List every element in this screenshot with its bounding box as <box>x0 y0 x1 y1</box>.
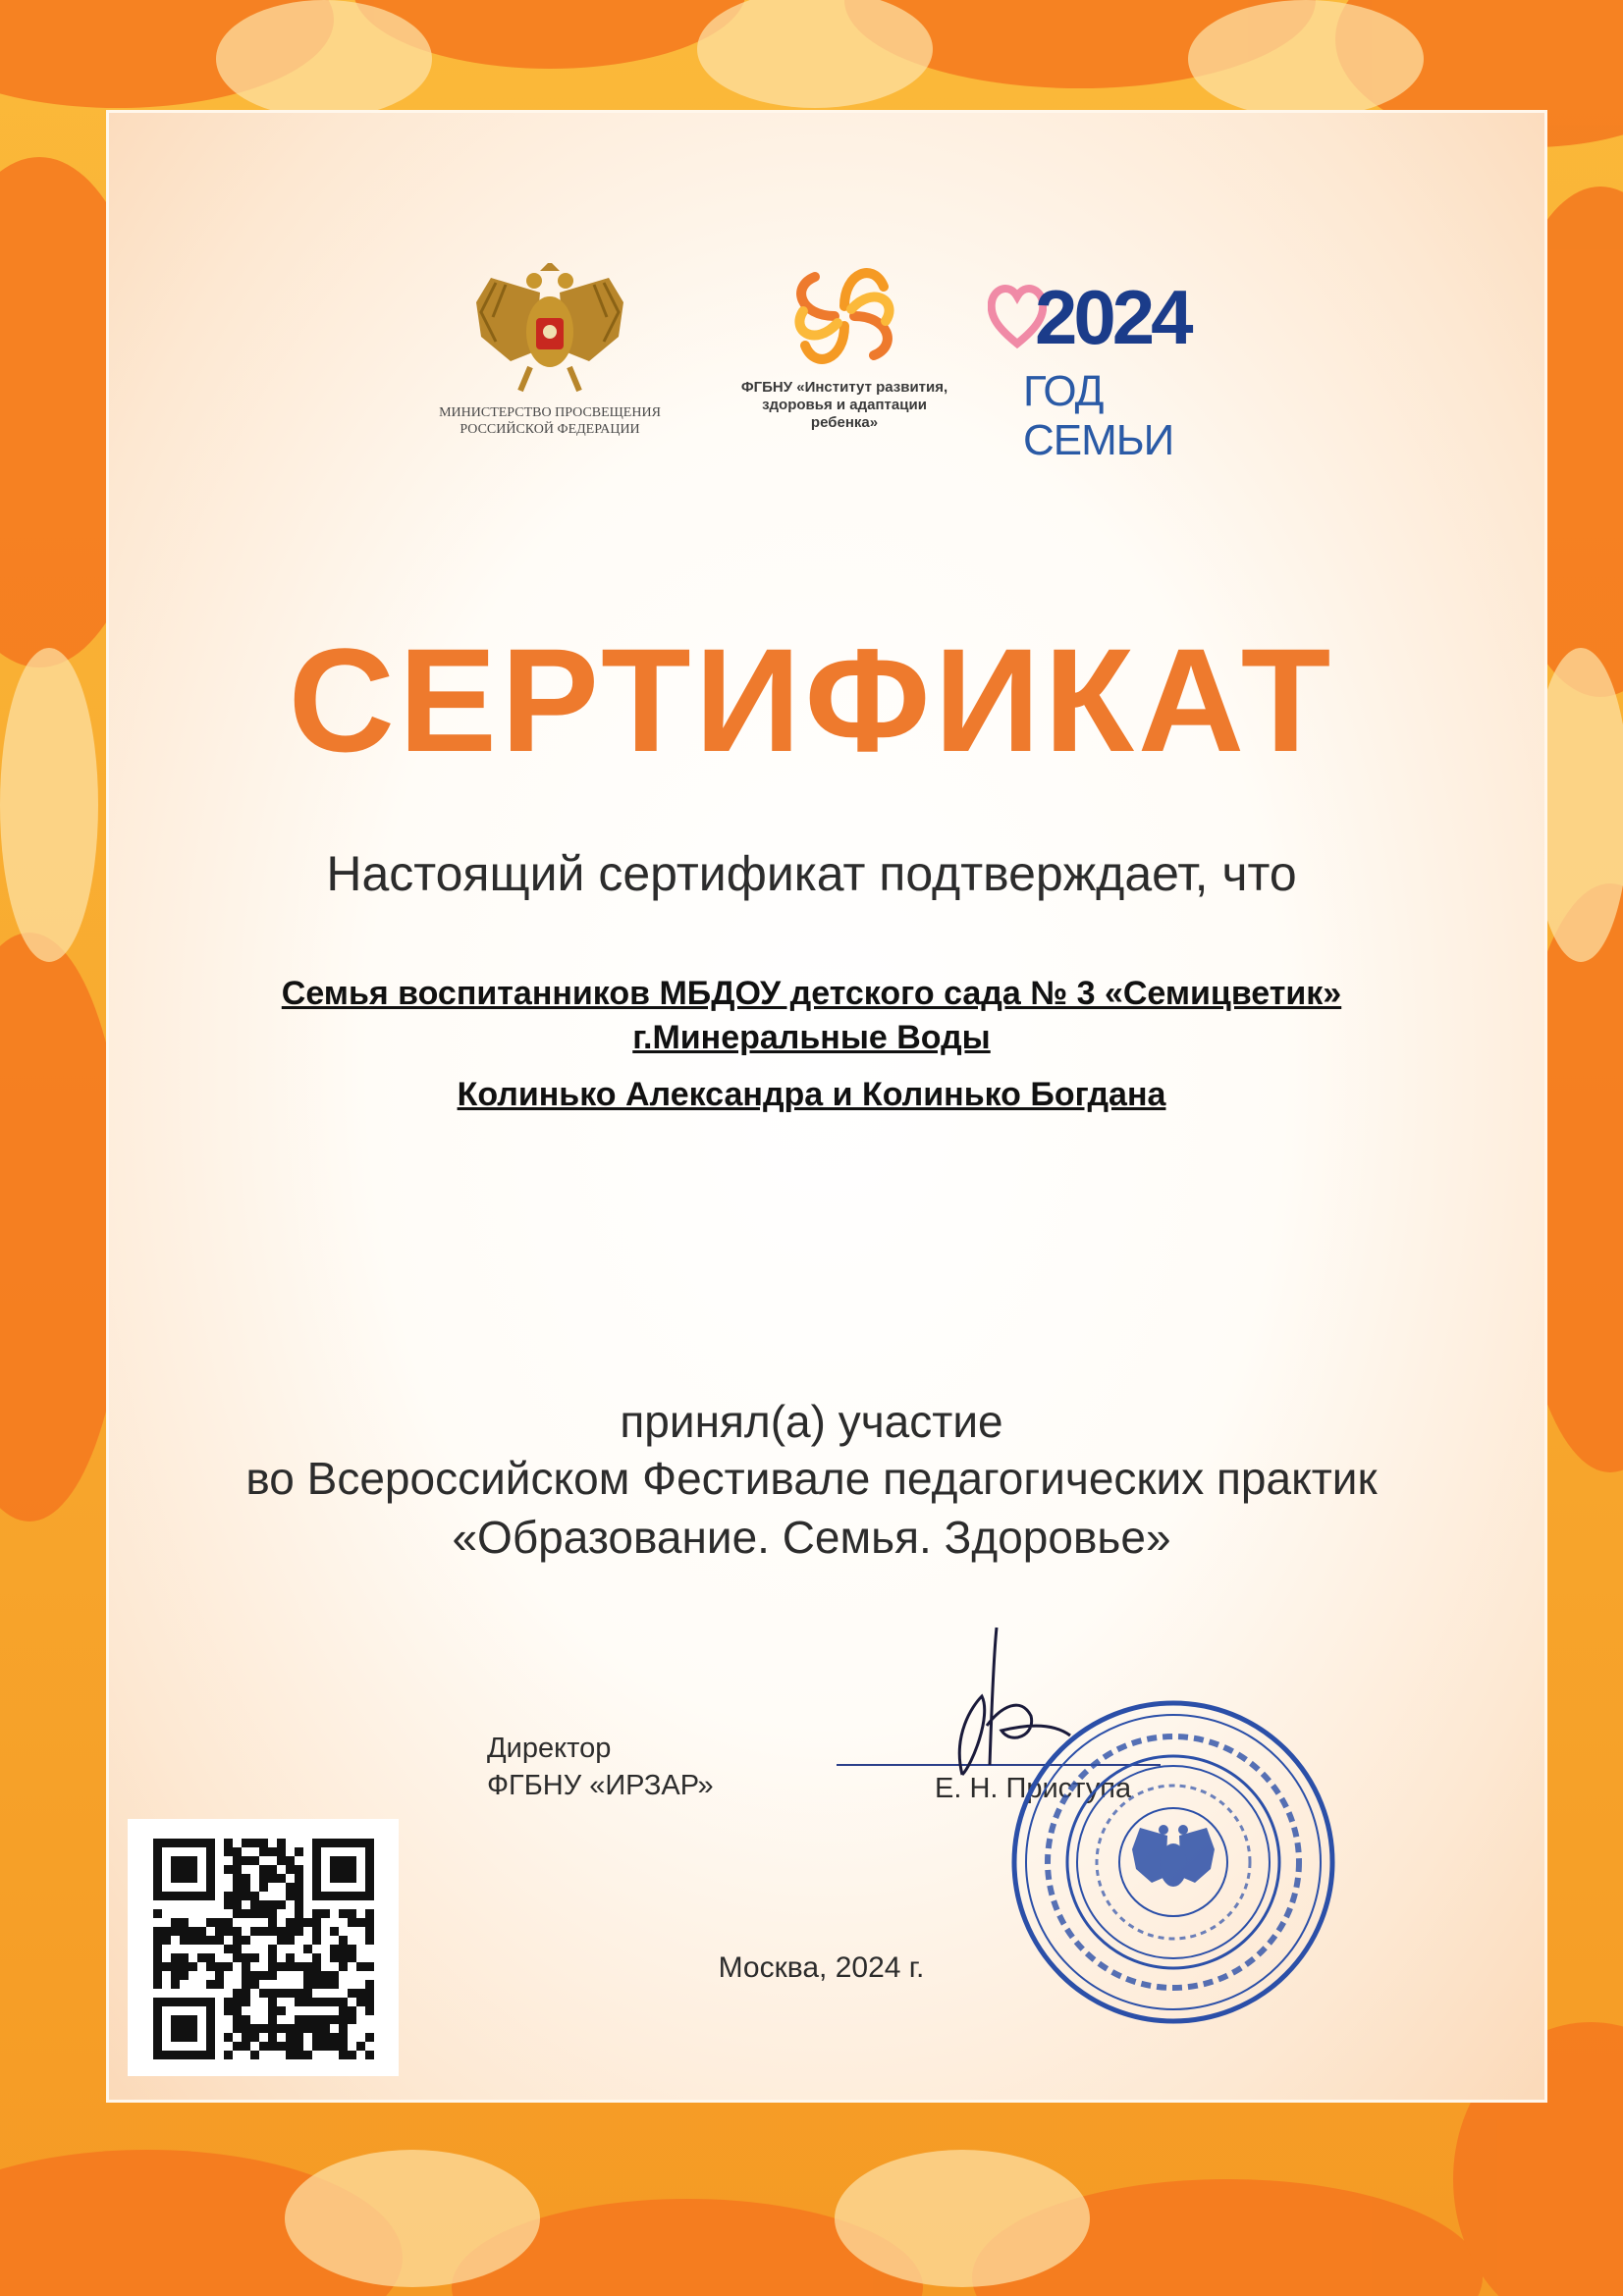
institute-name-line2: здоровья и адаптации <box>762 397 927 413</box>
year-subtitle: ГОД СЕМЬИ <box>1023 367 1174 464</box>
director-position <box>487 1730 714 1804</box>
recipient-line1: Семья воспитанников МБДОУ детского сада № 3 «Семицветик» <box>281 975 1342 1012</box>
ministry-logo <box>430 263 670 450</box>
year-of-family-logo <box>988 273 1243 464</box>
double-headed-eagle-emblem-icon <box>430 263 670 400</box>
institute-name-line3: ребенка» <box>810 414 879 431</box>
ministry-name-line2: РОССИЙСКОЙ ФЕДЕРАЦИИ <box>460 422 640 437</box>
orange-flower-emblem-icon <box>707 255 982 378</box>
institute-logo <box>707 255 982 452</box>
qr-code[interactable] <box>128 1819 399 2076</box>
participation-line2: во Всероссийском Фестивале педагогических практик <box>245 1453 1378 1504</box>
director-title: Директор <box>487 1733 612 1764</box>
director-organization: ФГБНУ «ИРЗАР» <box>487 1770 714 1801</box>
recipient-line3: Колинько Александра и Колинько Богдана <box>457 1076 1166 1113</box>
place-and-date: Москва, 2024 г. <box>718 1951 925 1984</box>
recipient-line2: г.Минеральные Воды <box>632 1019 991 1056</box>
year-number: 2024 <box>1035 274 1190 360</box>
participation-line3: «Образование. Семья. Здоровье» <box>452 1512 1171 1563</box>
confirm-text: Настоящий сертификат подтверждает, что <box>326 846 1297 901</box>
certificate-title: СЕРТИФИКАТ <box>288 617 1335 782</box>
participation-line1: принял(а) участие <box>620 1396 1003 1447</box>
director-name: Е. Н. Приступа <box>935 1773 1132 1804</box>
qr-code-image <box>128 1819 399 2076</box>
institute-name-line1: ФГБНУ «Институт развития, <box>740 379 948 396</box>
ministry-name-line1: МИНИСТЕРСТВО ПРОСВЕЩЕНИЯ <box>439 405 661 420</box>
